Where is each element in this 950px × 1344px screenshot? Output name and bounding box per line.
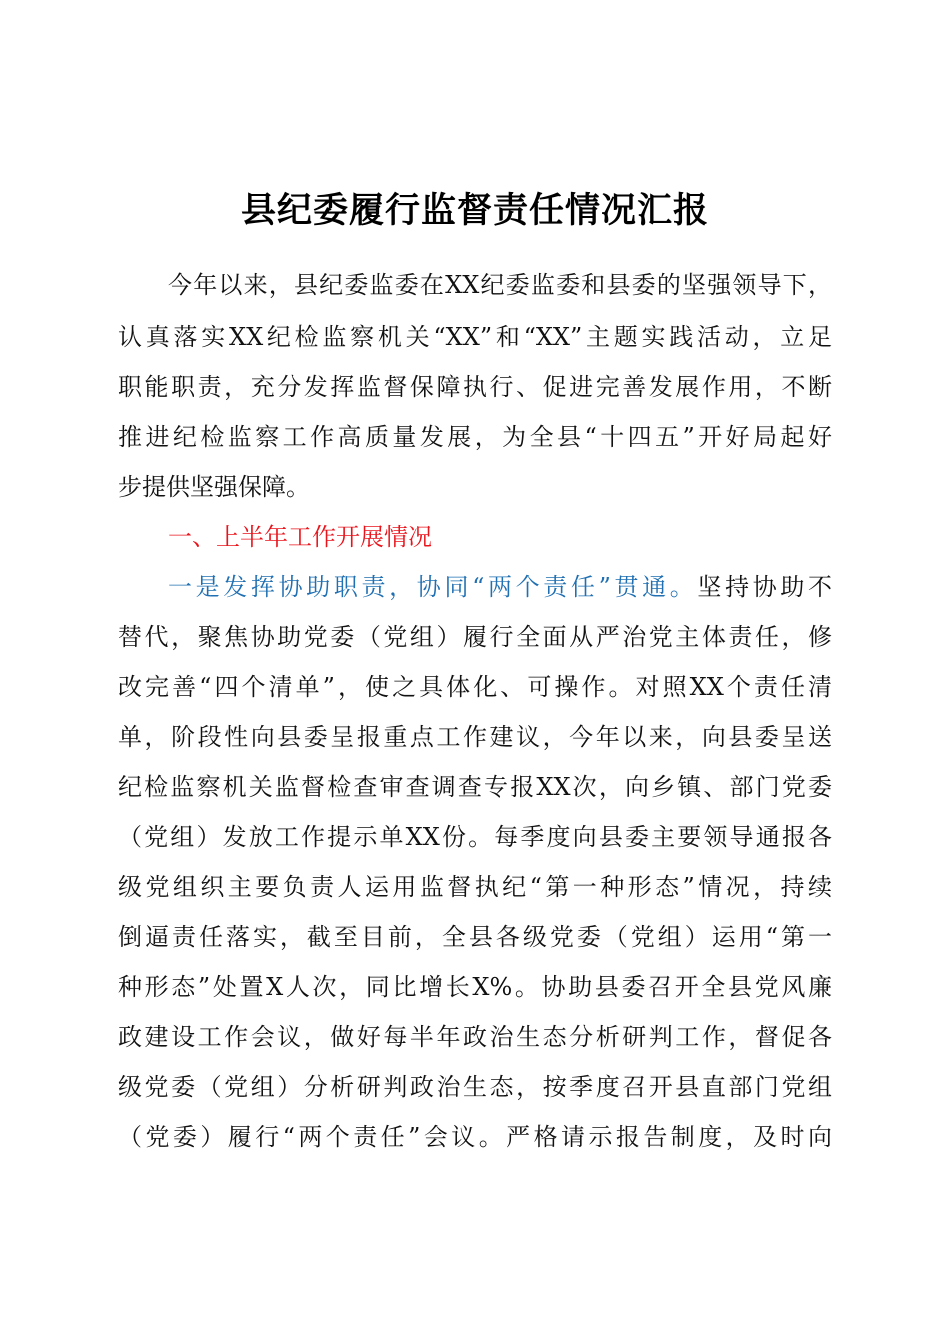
paragraph-line-11: （党委）履行“两个责任”会议。严格请示报告制度，及时向 <box>118 1123 832 1151</box>
paragraph-line-7: 倒逼责任落实，截至目前，全县各级党委（党组）运用“第一 <box>118 923 832 951</box>
paragraph-line-2: 改完善“四个清单”，使之具体化、可操作。对照XX个责任清 <box>118 673 832 701</box>
intro-line-4: 推进纪检监察工作高质量发展，为全县“十四五”开好局起好 <box>118 423 832 451</box>
intro-line-2: 认真落实XX纪检监察机关“XX”和“XX”主题实践活动，立足 <box>118 323 832 351</box>
section-heading: 一、上半年工作开展情况 <box>168 523 432 551</box>
intro-line-1: 今年以来，县纪委监委在XX纪委监委和县委的坚强领导下， <box>168 271 832 299</box>
document-title: 县纪委履行监督责任情况汇报 <box>240 191 709 231</box>
paragraph-line-6: 级党组织主要负责人运用监督执纪“第一种形态”情况，持续 <box>118 873 832 901</box>
paragraph-lead-title: 一是发挥协助职责，协同“两个责任”贯通。 <box>168 573 698 601</box>
paragraph-lead-text: 坚持协助不 <box>697 573 832 601</box>
intro-line-5: 步提供坚强保障。 <box>118 473 310 501</box>
intro-line-3: 职能职责，充分发挥监督保障执行、促进完善发展作用，不断 <box>118 373 832 401</box>
paragraph-line-4: 纪检监察机关监督检查审查调查专报XX次，向乡镇、部门党委 <box>118 773 832 801</box>
paragraph-line-5: （党组）发放工作提示单XX份。每季度向县委主要领导通报各 <box>118 823 832 851</box>
paragraph-lead-line <box>168 562 832 612</box>
paragraph-line-3: 单，阶段性向县委呈报重点工作建议，今年以来，向县委呈送 <box>118 723 832 751</box>
paragraph-line-8: 种形态”处置X人次，同比增长X%。协助县委召开全县党风廉 <box>118 973 832 1001</box>
paragraph-line-1: 替代，聚焦协助党委（党组）履行全面从严治党主体责任，修 <box>118 623 832 651</box>
paragraph-line-9: 政建设工作会议，做好每半年政治生态分析研判工作，督促各 <box>118 1023 832 1051</box>
paragraph-line-10: 级党委（党组）分析研判政治生态，按季度召开县直部门党组 <box>118 1073 832 1101</box>
